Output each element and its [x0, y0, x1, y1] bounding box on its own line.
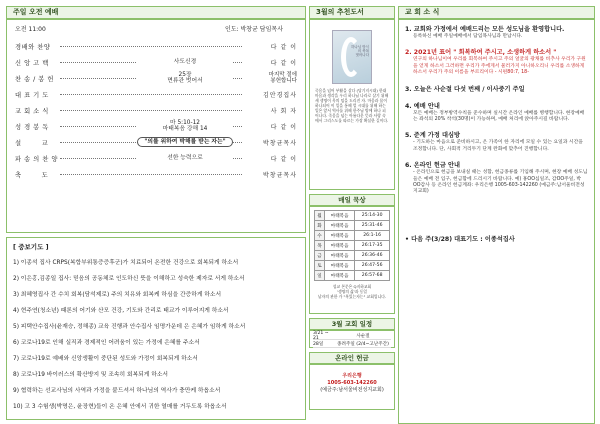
event-desc: 종려주일 (2/4~고난주간) [337, 341, 389, 347]
book-cover-s-shape [341, 37, 361, 77]
worship-row-name: 설 교 [15, 139, 49, 147]
bible-cell-range: 25:31-46 [355, 221, 390, 231]
worship-top-line [15, 24, 297, 33]
offering-bank: 우리은행 [342, 373, 362, 379]
prayer-list [13, 255, 299, 415]
worship-row-name: 축 도 [15, 171, 49, 179]
prayer-item: 9) 협력하는 선교사님의 사역과 가정을 붙드셔서 하나님의 역사가 충만케 하옵소서 [13, 387, 221, 394]
worship-header: 주일 오전 예배 [6, 6, 306, 19]
worship-row [15, 102, 297, 118]
worship-row-detail: 25장 면류관 벗어서 [137, 72, 233, 85]
middle-column [309, 6, 395, 420]
worship-row-detail: "의를 위하여 박해를 받는 자는" [137, 137, 233, 148]
news-item-body: 모든 예배는 정부방역수칙을 준수하며 실시간 온라인 예배를 병행합니다. 현장예배는 좌석의 20% 착석(30명)이 가능하며, 예배 처리에 앉아주시길 바랍니다. [413, 110, 585, 123]
prayer-item: 8) 코로나19 바이러스의 확산방지 및 조속히 회복되게 하소서 [13, 371, 169, 378]
bible-header: 매일 묵상 [309, 194, 395, 206]
bible-row [315, 251, 390, 261]
worship-rows [15, 38, 297, 182]
prayer-item: 5) 피택안수집사(윤재승, 정해종) 교육 진행과 안수집사 임명가운데 은 은혜가 임하게 하소서 [13, 323, 246, 330]
bible-box [309, 206, 395, 314]
worship-row-leader: 마지막 절에 봉헌합니다 [268, 72, 297, 84]
right-column [398, 6, 595, 420]
event-row [313, 340, 391, 348]
worship-row-leader: 다 같 이 [270, 43, 297, 51]
prayer-item: 2) 이은홍,김종일 집사: 믿음의 공동체로 인도하신 뜻을 이해하고 성숙한 제자로 서게 하소서 [13, 275, 245, 282]
worship-row-name: 경배와 찬양 [15, 43, 51, 51]
dotted-leader [60, 174, 242, 175]
bible-row [315, 221, 390, 231]
dotted-leader [60, 46, 242, 47]
offering-holder: (예금주:남서울비전성지교회) [320, 387, 384, 393]
worship-row-name: 성 경 봉 독 [15, 123, 49, 131]
event-desc: 사순절 [356, 333, 370, 339]
news-item [405, 132, 588, 153]
worship-row [15, 70, 297, 86]
bible-row [315, 241, 390, 251]
worship-row-leader: 다 같 이 [270, 59, 297, 67]
dotted-leader [60, 94, 242, 95]
news-item-title: 4. 예배 안내 [405, 102, 440, 110]
bible-row [315, 231, 390, 241]
bible-cell-book: 마태복음 [325, 251, 355, 261]
dotted-leader [60, 110, 242, 111]
news-item-title: 6. 온라인 헌금 안내 [405, 162, 460, 170]
worship-order-box [6, 19, 306, 233]
worship-row [15, 118, 297, 134]
news-item-body: 등록하신 예배 주일예배에서 담임목사님과 만납시다. [413, 34, 523, 39]
bible-cell-day: 금 [315, 251, 325, 261]
bible-cell-book: 마태복음 [325, 271, 355, 281]
prayer-item: 4) 현주연(청소년) 때론의 어기와 산모 건강, 기도와 간리로 태교가 이루어지게 하소서 [13, 307, 229, 314]
worship-row-leader: 사 회 자 [270, 107, 297, 115]
news-item-body: - 기도하는 마음으로 준비하시고, 온 가족이 한 자리에 모일 수 있는 요일과 시간을 조정합니다. 단, 사회적 거리두기 단계 완화에 맞추어 진행합니다. [413, 140, 583, 152]
bible-row [315, 271, 390, 281]
worship-row-detail: 선한 능력으로 [137, 155, 233, 162]
offering-box [309, 364, 395, 410]
news-item [405, 49, 588, 76]
prayer-item: 1) 이종석 집사 CRPS(복합부위통증증후군)가 치료되어 온전한 건강으로 회복되게 하소서 [13, 259, 239, 266]
news-item-title: • 다음 주(3/28) 대표기도 : 이종석집사 [405, 235, 515, 243]
bible-cell-day: 일 [315, 271, 325, 281]
bible-cell-book: 마태복음 [325, 241, 355, 251]
worship-preacher: 인도: 박창균 담임목사 [224, 26, 283, 33]
worship-row-name: 찬 송 / 봉 헌 [15, 75, 54, 83]
bible-cell-range: 26:57-68 [355, 271, 390, 281]
offering-header: 온라인 헌금 [309, 352, 395, 364]
worship-row [15, 166, 297, 182]
bible-cell-book: 마태복음 [325, 221, 355, 231]
book-blurb: 죽음을 넘어 부활을 살다 (당기지시대) 한대 마음과 생각을 우리 하나님 나라로 살기 위해 새 생명이 옥의 임을 도리진 자. 마음과 몸이 하나되어 이 일을 통해 얼 시대를 위해 하는 일은 앞서 역사를 위해 한주님 방에 하나 피어나다. 죽음을 넘는 아름다운 뜻과 사랑 속에서 그리스도를 따르는 가장 확실한 길이다. [315, 88, 389, 123]
left-column [6, 6, 306, 420]
news-item-title: 5. 준계 가정 대심방 [405, 132, 460, 140]
worship-row-detail: 사도신경 [137, 59, 233, 66]
news-item-body: 연구의 하나님이여 우리를 회복하여 주시고 주의 얼굴의 광채를 비추사 우리가 구원을 얻게 하소서 그러하면 우리가 주에게서 물러가지 아니하오리니 우리를 소생하게 하소서 우리가 주의 이름을 부르리이다 - 시편80:7, 18- [413, 57, 586, 76]
worship-time: 오전 11:00 [15, 26, 46, 33]
worship-row-leader: 박창균목사 [263, 139, 297, 147]
events-list [313, 332, 391, 348]
event-date: 3/21 ~ 21 [313, 330, 329, 341]
bible-caption: 성교 본문은 Q지하교회 '생명의 삶'과 동일 날자의 관한 가 "복있는자는" 교회입니다. [317, 284, 387, 299]
worship-row-name: 파 송 의 찬 양 [15, 155, 58, 163]
worship-row-leader: 박창균목사 [263, 171, 297, 179]
prayer-item: 10) 고 3 수험생(박명은, 윤장현)들이 온 은혜 안에서 귀한 열매를 거두도록 하옵소서 [13, 403, 227, 410]
prayer-box [6, 237, 306, 420]
bible-cell-day: 토 [315, 261, 325, 271]
events-header: 3월 교회 일정 [309, 318, 395, 330]
book-box [309, 19, 395, 190]
news-box [398, 19, 595, 424]
news-item [405, 86, 588, 94]
bible-row [315, 261, 390, 271]
book-header: 3월의 추천도서 [309, 6, 395, 19]
worship-row-leader: 다 같 이 [270, 155, 297, 163]
bible-cell-day: 월 [315, 211, 325, 221]
news-item [405, 162, 588, 196]
news-item-title: 1. 교회와 가정에서 예배드리는 모든 성도님을 환영합니다. [405, 26, 565, 33]
bible-cell-day: 수 [315, 231, 325, 241]
prayer-item: 7) 코로나19로 예배와 신앙생활이 중단된 성도와 가정이 회복되게 하소서 [13, 355, 198, 362]
bible-cell-day: 목 [315, 241, 325, 251]
event-date: 28일 [313, 341, 324, 347]
event-row [313, 332, 391, 340]
news-item-title: 3. 오늘은 사순절 다섯 번째 / 이사중기 주일 [405, 85, 525, 93]
book-cover-text: 하나님 방식 의 축복 벗어나다 [350, 45, 369, 57]
bible-row [315, 211, 390, 221]
worship-row [15, 150, 297, 166]
news-item-title: 2. 2021년 표어 " 회복하여 주시고, 소생하게 하소서 " [405, 49, 557, 57]
bible-cell-range: 26:36-46 [355, 251, 390, 261]
news-item [405, 26, 588, 40]
worship-row [15, 38, 297, 54]
worship-row-leader: 다 같 이 [270, 123, 297, 131]
bible-cell-book: 마태복음 [325, 211, 355, 221]
bible-cell-range: 26:17-35 [355, 241, 390, 251]
bible-cell-range: 26:1-16 [355, 231, 390, 241]
worship-row-name: 교 회 소 식 [15, 107, 49, 115]
worship-row-name: 신 앙 고 백 [15, 59, 49, 67]
news-header: 교 회 소 식 [398, 6, 595, 19]
events-box [309, 330, 395, 348]
worship-row-name: 대 표 기 도 [15, 91, 49, 99]
bible-cell-book: 마태복음 [325, 261, 355, 271]
news-item-body: - 온라인으로 헌금을 보내실 때는 성함, 헌금종류를 기입해 주시며, 현장 예배 성도님들은 예배 전 입구, 헌금함에 드리시기 바랍니다. 예) 홍OO십일조, 감OO주일, 박OO감사 등 온라인 헌금계좌: 우리은행 1005-603-142260 (예금주:남서울비전성지교회) [413, 170, 588, 195]
worship-row-detail: 마 5:10-12 마태복음 강해 14 [137, 120, 233, 133]
news-item [405, 236, 588, 244]
bible-cell-book: 마태복음 [325, 231, 355, 241]
book-cover-image [332, 30, 372, 84]
bible-cell-range: 26:47-56 [355, 261, 390, 271]
prayer-item: 3) 최혜영집사 간 수치 회복(담석제로) 주의 치유와 회복케 하심을 간증하게 하소서 [13, 291, 222, 298]
prayer-title: [ 중보기도 ] [13, 243, 49, 251]
prayer-item: 6) 코로나19로 인해 실직과 경제적인 어려움이 있는 가정에 은혜를 주소서 [13, 339, 200, 346]
bible-cell-range: 25:14-30 [355, 211, 390, 221]
offering-account: 1005-603-142260 [327, 380, 377, 386]
news-list [405, 26, 588, 244]
worship-row [15, 134, 297, 150]
news-item [405, 103, 588, 124]
worship-row [15, 86, 297, 102]
worship-row [15, 54, 297, 70]
bible-cell-day: 화 [315, 221, 325, 231]
bible-table [314, 210, 390, 281]
worship-row-leader: 김안경집사 [263, 91, 297, 99]
